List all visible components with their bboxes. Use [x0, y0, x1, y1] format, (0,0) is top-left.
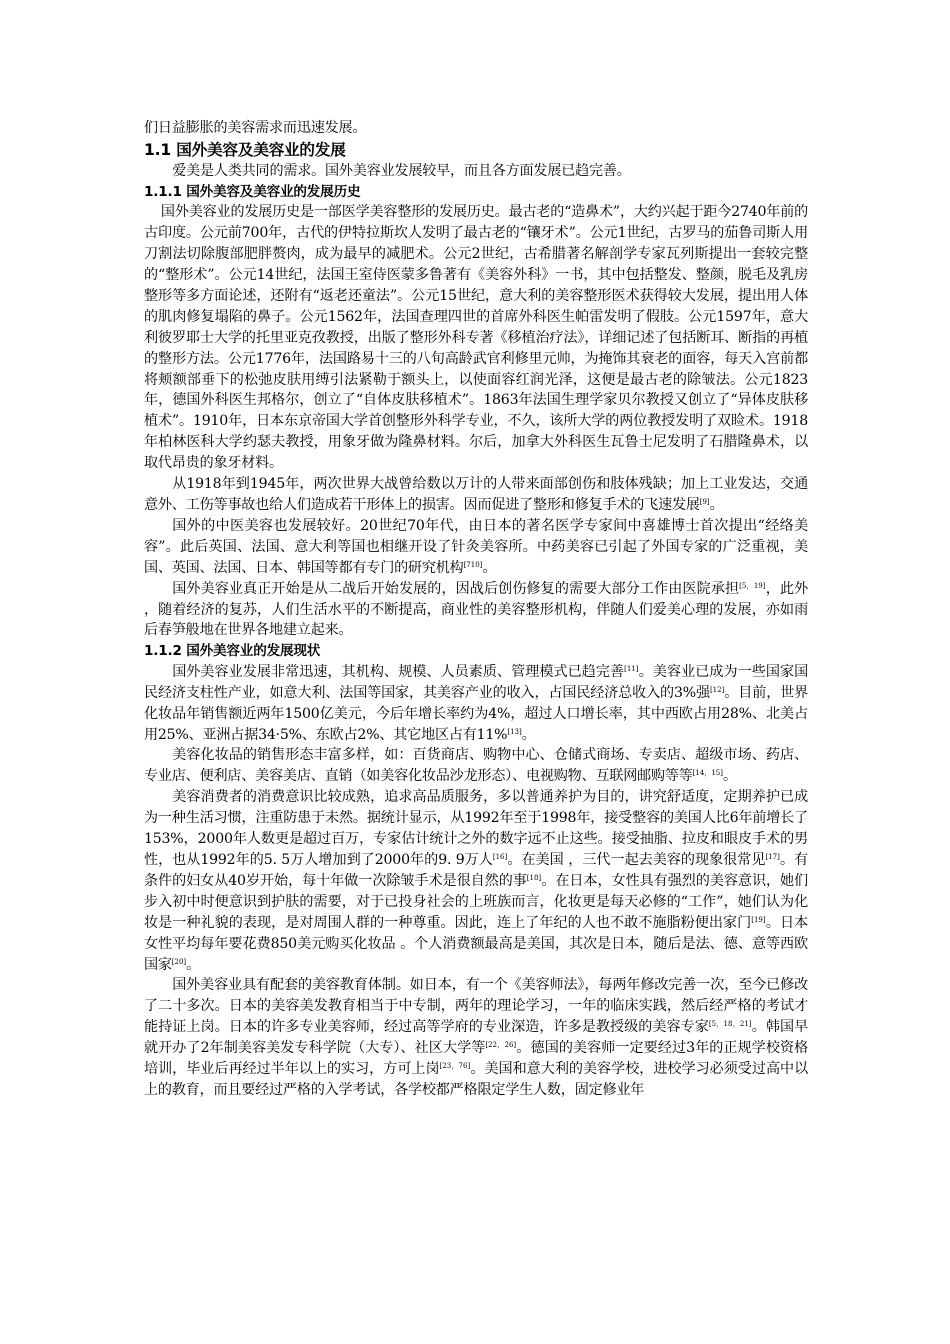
text-run: 。在美国 ，三代一起去美容的现象很常见 — [507, 852, 766, 868]
text-run: 国外美容业的发展历史是一部医学美容整形的发展历史。最古老的“造鼻术”，大约兴起于距今2740年前的古印度。公元前700年，古代的伊特拉斯坎人发明了最古老的“镶牙术”。公元1世纪，古罗马的茄鲁司斯人用刀割法切除腹部肥胖赘肉，成为最早的减肥术。公元2世纪，古希腊著名解剖学专家瓦列斯提出一套较完整的“整形术”。公元14世纪，法国王室侍医蒙多鲁著有《美容外科》一书，其中包括整发、整颜，脱毛及乳房整形等多方面论述，还附有“返老还童法”。公元15世纪，意大利的美容整形医术获得较大发展，提出用人体的肌肉修复塌陷的鼻子。公元1562年，法国查理四世的首席外科医生帕雷发明了假肢。公元1597年，意大利彼罗耶士大学的托里亚克孜教授，出版了整形外科专著《移植治疗法》，详细记述了包括断耳、断指的再植的整形方法。公元1776年，法国路易十三的八旬高龄武官利修里元帅，为掩饰其衰老的面容，每天入宫前都将颊额部垂下的松弛皮肤用缚引法紧勒于额头上，以使面容红润光泽，这便是最古老的除皱法。公元1823年，德国外科医生邦格尔，创立了“自体皮肤移植术”。1863年法国生理学家贝尔教授又创立了“异体皮肤移植术”。1910年，日本东京帝国大学首创整形外科学专业，不久，该所大学的两位教授发明了双睑术。1918年柏林医科大学约瑟夫教授，用象牙做为隆鼻材料。尔后，加拿大外科医生瓦鲁士尼发明了石腊隆鼻术，以取代昂贵的象牙材料。 — [144, 204, 808, 472]
text-run: 国外美容业发展非常迅速，其机构、规模、人员素质、管理模式已趋完善 — [172, 663, 625, 680]
citation: [13] — [507, 727, 522, 736]
paragraph-postwar — [144, 579, 808, 642]
text-run: 美容化妆品的销售形态丰富多样，如：百货商店、购物中心、仓储式商场、专卖店、超级市场、药店、专业店、便利店、美容美店、直销（如美容化妆品沙龙形态）、电视购物、互联网邮购等等 — [144, 747, 808, 785]
paragraph-tcm-beauty — [144, 516, 808, 579]
text-run: 。 — [709, 497, 724, 513]
text-run: 。有条件的妇女从40岁开始，每十年做一次除皱手术是很自然的事 — [144, 852, 808, 889]
paragraph-history — [144, 202, 808, 474]
paragraph-intro — [144, 161, 808, 182]
citation: [17] — [765, 853, 780, 861]
paragraph-wartime — [144, 474, 808, 516]
text-run: 们日益膨胀的美容需求而迅速发展。 — [144, 120, 367, 136]
section-heading-1-1 — [144, 139, 808, 161]
text-run: 。 — [186, 956, 201, 973]
heading-text: 1.1 国外美容及美容业的发展 — [144, 140, 346, 159]
heading-text: 1.1.2 国外美容业的发展现状 — [144, 643, 321, 660]
citation: [19] — [751, 915, 766, 924]
paragraph-continuation — [144, 118, 808, 139]
text-run: 。 — [722, 768, 737, 785]
text-run: 。在日本，女性具有强烈的美容意识，她们步入初中时便意识到护肤的需要，对于已投身社会的上班族而言，化妆更是每天必修的“工作”，她们认为化妆是一种礼貌的表现，是对周围人群的一种尊重。因此，连上了年纪的人也不敢不施脂粉便出家门 — [144, 872, 808, 931]
text-run: 。美国和意大利的美容学校，进校学习必须受过高中以上的教育，而且要经过严格的入学考试，各学校都严格限定学生人数，固定修业年 — [144, 1061, 808, 1098]
citation: [16] — [492, 853, 508, 861]
text-run: 国外美容业具有配套的美容教育体制。如日本，有一个《美容师法》，每两年修改完善一次，至今已修改了二十多次。日本的美容美发教育相当于中专制，两年的理论学习，一年的临床实践，然后经严格的考试才能持证上岗。日本的许多专业美容师，经过高等学府的专业深造，许多是教授级的美容专家 — [144, 977, 808, 1036]
paragraph-industry-status — [144, 662, 808, 746]
citation: [20] — [171, 957, 187, 966]
text-run: 。目前，世界化妆品年销售额近两年1500亿美元，今后年增长率约为4%，超过人口增长率，其中西欧占用28%、北美占用25%、亚洲占据34·5%、东欧占2%、其它地区占有11% — [144, 684, 808, 743]
citation: [11] — [624, 664, 639, 673]
text-run: ，此外 ，随着经济的复苏，人们生活水平的不断提高，商业性的美容整形机构，伴随人们爱美心理的发展，亦如雨后春笋般地在世界各地建立起来。 — [144, 580, 809, 639]
text-run: 国外的中医美容也发展较好。20世纪70年代，由日本的著名医学专家间中喜雄博士首次提出“经络美容”。此后英国、法国、意大利等国也相继开设了针灸美容所。中药美容已引起了外国专家的广泛重视，美国、英国、法国、日本、韩国等都有专门的研究机构 — [144, 517, 808, 576]
citation: [9] — [699, 498, 710, 506]
text-run: 。德国的美容师一定要经过3年的正规学校资格培训，毕业后再经过半年以上的实习，方可上岗 — [144, 1040, 809, 1078]
citation: [14，15] — [692, 769, 723, 778]
paragraph-sales-forms — [144, 745, 808, 787]
citation: [18] — [526, 873, 542, 882]
citation: [23，76] — [439, 1062, 471, 1071]
text-run: 。 — [521, 726, 536, 743]
citation: [5，19] — [739, 581, 766, 590]
text-run: 美容消费者的消费意识比较成熟，追求高品质服务，多以普通养护为目的，讲究舒适度，定期养护已成为一种生活习惯，注重防患于未然。据统计显示，从1992年至于1998年，接受整容的美国人比6年前增长了153%，2000年人数更是超过百万，专家估计统计之外的数字远不止这些。接受抽脂、拉皮和眼皮手术的男性，也从1992年的5. 5万人增加到了2000年的9. 9万人 — [144, 789, 808, 868]
section-heading-1-1-2 — [144, 641, 808, 662]
text-run: 。韩国早就开办了2年制美容美发专科学院（大专）、社区大学等 — [144, 1019, 809, 1057]
paragraph-consumers — [144, 787, 808, 975]
citation: [12] — [709, 685, 725, 694]
citation: [5，18，21] — [708, 1020, 752, 1029]
document-page — [144, 118, 808, 1101]
text-run: 国外美容业真正开始是从二战后开始发展的，因战后创伤修复的需要大部分工作由医院承担 — [172, 580, 740, 597]
paragraph-education — [144, 975, 808, 1100]
heading-text: 1.1.1 国外美容及美容业的发展历史 — [144, 183, 361, 200]
text-run: 从1918年到1945年，两次世界大战曾给数以万计的人带来面部创伤和肢体残缺；加上工业发达，交通意外、工伤等事故也给人们造成若干形体上的损害。因而促进了整形和修复手术的飞速发展 — [144, 476, 808, 513]
section-heading-1-1-1 — [144, 182, 808, 203]
citation: [22，26] — [485, 1041, 517, 1050]
citation: [710] — [463, 560, 483, 569]
text-run: 。日本女性平均每年要花费850美元购买化妆品 。个人消费额最高是美国，其次是日本，随后是法、德、意等西欧国家 — [144, 914, 808, 973]
text-run: 爱美是人类共同的需求。国外美容业发展较早，而且各方面发展已趋完善。 — [172, 162, 631, 179]
text-run: 。 — [482, 559, 497, 576]
text-run: 。美容业已成为一些国家国民经济支柱性产业，如意大利、法国等国家，其美容产业的收入，占国民经济总收入的3%强 — [144, 663, 808, 701]
